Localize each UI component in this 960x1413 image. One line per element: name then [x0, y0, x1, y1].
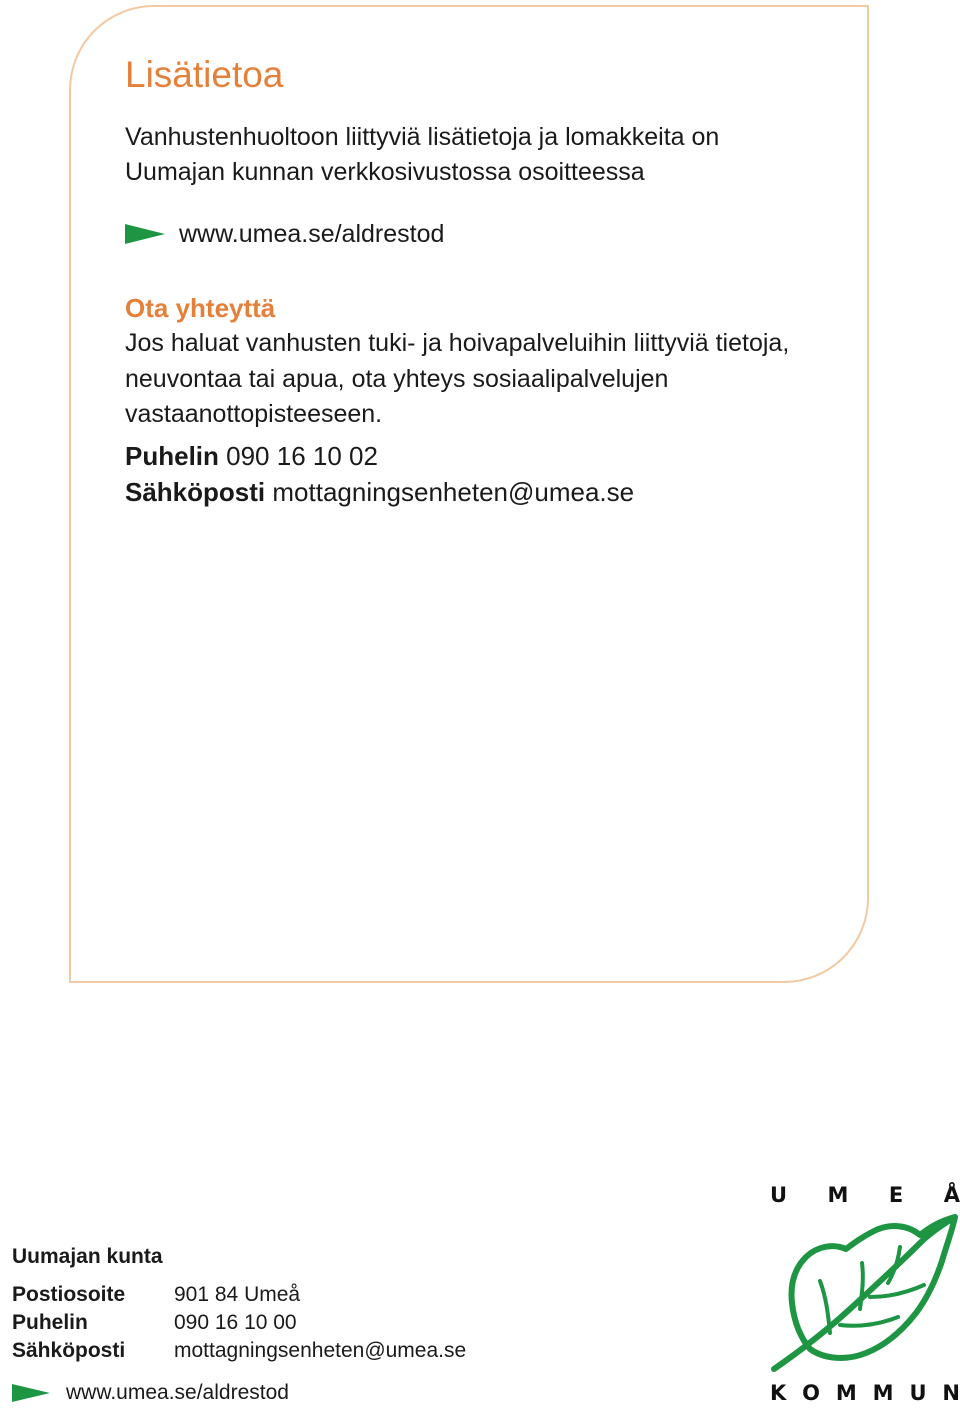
- arrow-right-icon: [125, 224, 165, 244]
- intro-text: Vanhustenhuoltoon liittyviä lisätietoja ja lomakkeita on Uumajan kunnan verkkosivustossa osoitteessa: [125, 123, 720, 186]
- footer-row: [12, 1281, 466, 1309]
- contact-email-value[interactable]: mottagningsenheten@umea.se: [272, 477, 635, 507]
- leaf-icon: [770, 1213, 960, 1373]
- footer-row-label: Puhelin: [12, 1311, 88, 1334]
- logo-letter: U: [909, 1381, 927, 1405]
- umea-kommun-logo: [770, 1183, 960, 1408]
- logo-letter: M: [872, 1381, 894, 1405]
- footer-website-link[interactable]: www.umea.se/aldrestod: [66, 1381, 289, 1404]
- footer-row-label: Sähköposti: [12, 1339, 126, 1362]
- footer-row-value[interactable]: mottagningsenheten@umea.se: [174, 1339, 467, 1362]
- contact-phone-label: Puhelin: [125, 441, 219, 471]
- footer-row-value: 901 84 Umeå: [174, 1283, 301, 1306]
- website-link[interactable]: www.umea.se/aldrestod: [179, 219, 445, 248]
- logo-letter: U: [770, 1183, 788, 1207]
- logo-letter: Å: [943, 1183, 960, 1207]
- logo-bottom-text: [770, 1381, 960, 1405]
- contact-text: Jos haluat vanhusten tuki- ja hoivapalveluihin liittyviä tietoja, neuvontaa tai apua, ota yhteys sosiaalipalvelujen vastaanottopisteeseen.: [125, 329, 790, 428]
- logo-letter: N: [942, 1381, 960, 1405]
- footer-org-name: Uumajan kunta: [12, 1245, 163, 1268]
- arrow-right-icon: [12, 1384, 50, 1402]
- website-link-row[interactable]: [125, 215, 444, 253]
- logo-letter: O: [802, 1381, 821, 1405]
- footer-row: [12, 1337, 466, 1365]
- footer-row-label: Postiosoite: [12, 1283, 126, 1306]
- contact-email: [125, 475, 634, 509]
- logo-letter: M: [835, 1381, 857, 1405]
- contact-heading: Ota yhteyttä: [125, 293, 276, 323]
- logo-top-text: [770, 1183, 960, 1207]
- logo-letter: M: [827, 1183, 849, 1207]
- footer-link-row[interactable]: [12, 1378, 289, 1408]
- logo-letter: E: [888, 1183, 904, 1207]
- contact-phone-value: 090 16 10 02: [226, 441, 378, 471]
- footer-row-value: 090 16 10 00: [174, 1311, 297, 1334]
- contact-email-label: Sähköposti: [125, 477, 266, 507]
- logo-letter: K: [770, 1381, 787, 1405]
- footer-contact-table: [12, 1281, 466, 1365]
- contact-phone: [125, 439, 378, 473]
- footer-row: [12, 1309, 466, 1337]
- page-title: Lisätietoa: [125, 54, 284, 95]
